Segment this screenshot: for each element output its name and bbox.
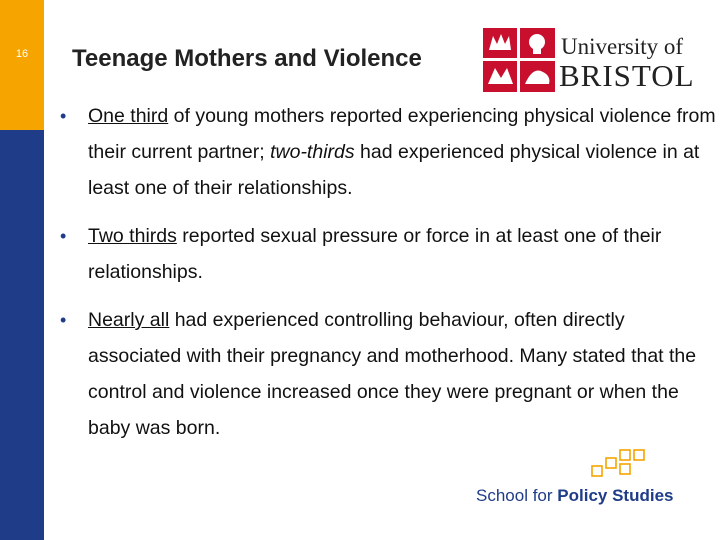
school-name: School for Policy Studies [476, 486, 674, 505]
bullet-dot-icon: • [60, 310, 67, 330]
bullet-text: of young mothers reported experiencing physical violence from their current partner; [88, 105, 716, 163]
slide-number: 16 [15, 48, 29, 60]
bristol-crest-icon [483, 28, 555, 92]
policy-studies-squares-icon [472, 448, 692, 488]
bullet-list [60, 98, 716, 458]
bullet-lead: Two thirds [88, 225, 177, 247]
school-for-policy-studies-logo [472, 448, 692, 514]
bullet-dot-icon: • [60, 226, 67, 246]
bullet-text: had experienced controlling behaviour, often directly associated with their pregnancy and motherhood. Many stated that the control and violence increased once they were pregnant or when the baby was born. [88, 309, 697, 439]
bullet-item [60, 98, 716, 206]
bullet-item [60, 218, 716, 290]
bristol-label: BRISTOL [559, 58, 695, 93]
bullet-lead: One third [88, 105, 169, 127]
bullet-dot-icon: • [60, 106, 67, 126]
bullet-item [60, 302, 716, 446]
accent-bar-blue [0, 130, 44, 540]
bullet-emphasis: two-thirds [270, 141, 355, 163]
slide-title: Teenage Mothers and Violence [72, 45, 422, 72]
bullet-text: had experienced physical violence in at least one of their relationships. [88, 141, 700, 199]
university-label: University of [561, 34, 684, 59]
university-of-bristol-logo [483, 28, 693, 94]
bullet-text: reported sexual pressure or force in at least one of their relationships. [88, 225, 662, 283]
accent-bar-orange [0, 0, 44, 130]
bullet-lead: Nearly all [88, 309, 170, 331]
